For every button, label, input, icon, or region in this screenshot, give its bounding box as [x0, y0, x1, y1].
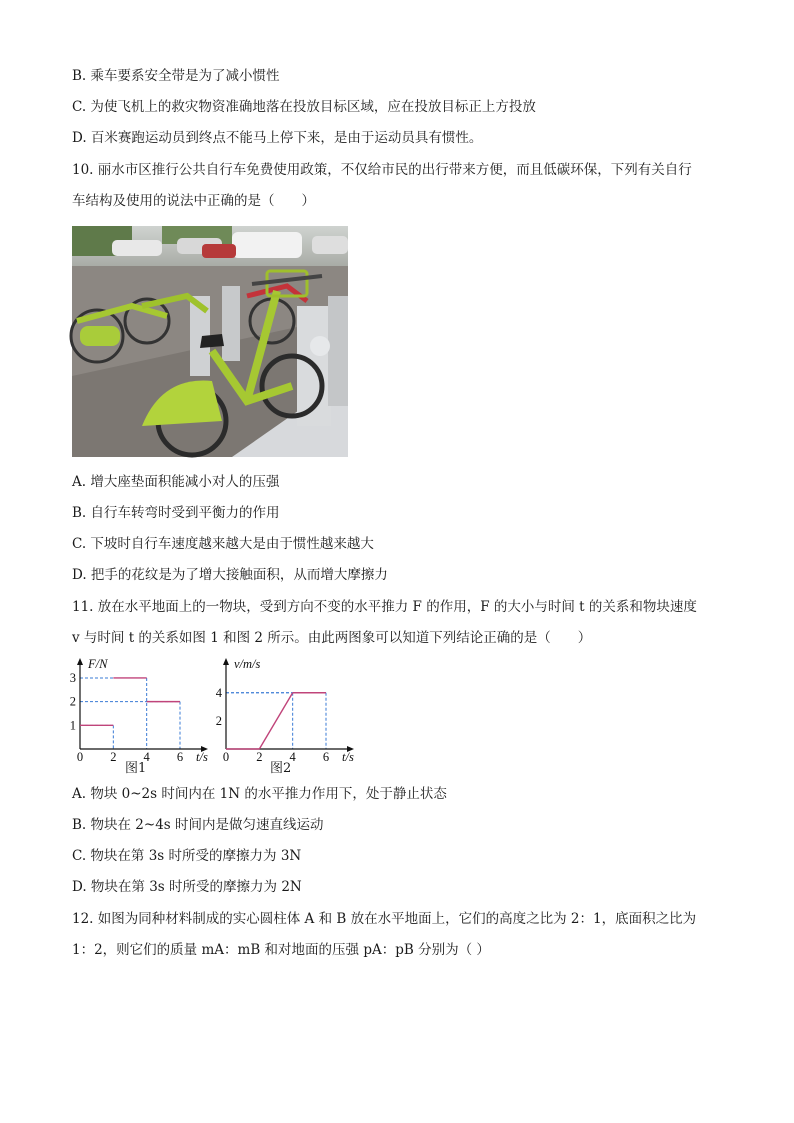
bicycle-photo-illustration — [72, 226, 348, 457]
y-tick-label: 1 — [69, 718, 76, 733]
x-tick-label: 2 — [256, 750, 263, 764]
x-tick-label: 0 — [76, 750, 84, 764]
q9-option-b: B. 乘车要系安全带是为了减小惯性 — [72, 68, 280, 84]
q11-option-d: D. 物块在第 3s 时所受的摩擦力为 2N — [72, 879, 302, 895]
y-axis-arrow-icon — [77, 658, 83, 665]
q12-stem-line2: 1：2，则它们的质量 mA：mB 和对地面的压强 pA：pB 分别为（ ） — [72, 942, 490, 958]
figure-1-force-time-graph — [66, 656, 216, 764]
x-axis-label: t/s — [342, 750, 354, 764]
q11-option-a: A. 物块 0~2s 时间内在 1N 的水平推力作用下，处于静止状态 — [72, 786, 447, 802]
q11-stem-line1: 11. 放在水平地面上的一物块，受到方向不变的水平推力 F 的作用，F 的大小与时间 t 的关系和物块速度 — [72, 599, 697, 615]
q9-option-c: C. 为使飞机上的救灾物资准确地落在投放目标区域，应在投放目标正上方投放 — [72, 99, 536, 115]
bicycle-photo — [72, 226, 348, 457]
figure-2-caption: 图2 — [270, 761, 292, 776]
q10-stem-line1: 10. 丽水市区推行公共自行车免费使用政策，不仅给市民的出行带来方便，而且低碳环保，下列有关自行 — [72, 162, 692, 178]
q10-stem-line2: 车结构及使用的说法中正确的是（ ） — [72, 193, 315, 209]
y-axis-label: v/m/s — [234, 657, 261, 671]
y-tick-label: 4 — [215, 685, 222, 700]
q10-option-b: B. 自行车转弯时受到平衡力的作用 — [72, 505, 280, 521]
q9-option-d: D. 百米赛跑运动员到终点不能马上停下来，是由于运动员具有惯性。 — [72, 130, 483, 146]
q10-option-c: C. 下坡时自行车速度越来越大是由于惯性越来越大 — [72, 536, 374, 552]
q12-stem-line1: 12. 如图为同种材料制成的实心圆柱体 A 和 B 放在水平地面上，它们的高度之比为 2：1，底面积之比为 — [72, 911, 697, 927]
y-tick-label: 2 — [215, 713, 222, 728]
x-tick-label: 6 — [176, 750, 184, 764]
q11-option-c: C. 物块在第 3s 时所受的摩擦力为 3N — [72, 848, 302, 864]
x-tick-label: 0 — [222, 750, 230, 764]
q11-option-b: B. 物块在 2~4s 时间内是做匀速直线运动 — [72, 817, 324, 833]
q10-option-d: D. 把手的花纹是为了增大接触面积，从而增大摩擦力 — [72, 567, 388, 583]
y-axis-label: F/N — [88, 657, 108, 671]
y-tick-label: 2 — [69, 694, 76, 709]
q11-stem-line2: v 与时间 t 的关系如图 1 和图 2 所示。由此两图象可以知道下列结论正确的是（ ） — [72, 630, 592, 646]
y-tick-label: 3 — [69, 670, 76, 685]
x-axis-label: t/s — [196, 750, 208, 764]
data-segment — [259, 693, 292, 749]
x-tick-label: 6 — [322, 750, 330, 764]
y-axis-arrow-icon — [223, 658, 229, 665]
figure-1-caption: 图1 — [125, 761, 147, 776]
x-tick-label: 4 — [143, 750, 150, 764]
x-tick-label: 2 — [110, 750, 117, 764]
x-tick-label: 4 — [289, 750, 296, 764]
figure-2-velocity-time-graph — [212, 656, 362, 764]
q10-option-a: A. 增大座垫面积能减小对人的压强 — [72, 474, 280, 490]
